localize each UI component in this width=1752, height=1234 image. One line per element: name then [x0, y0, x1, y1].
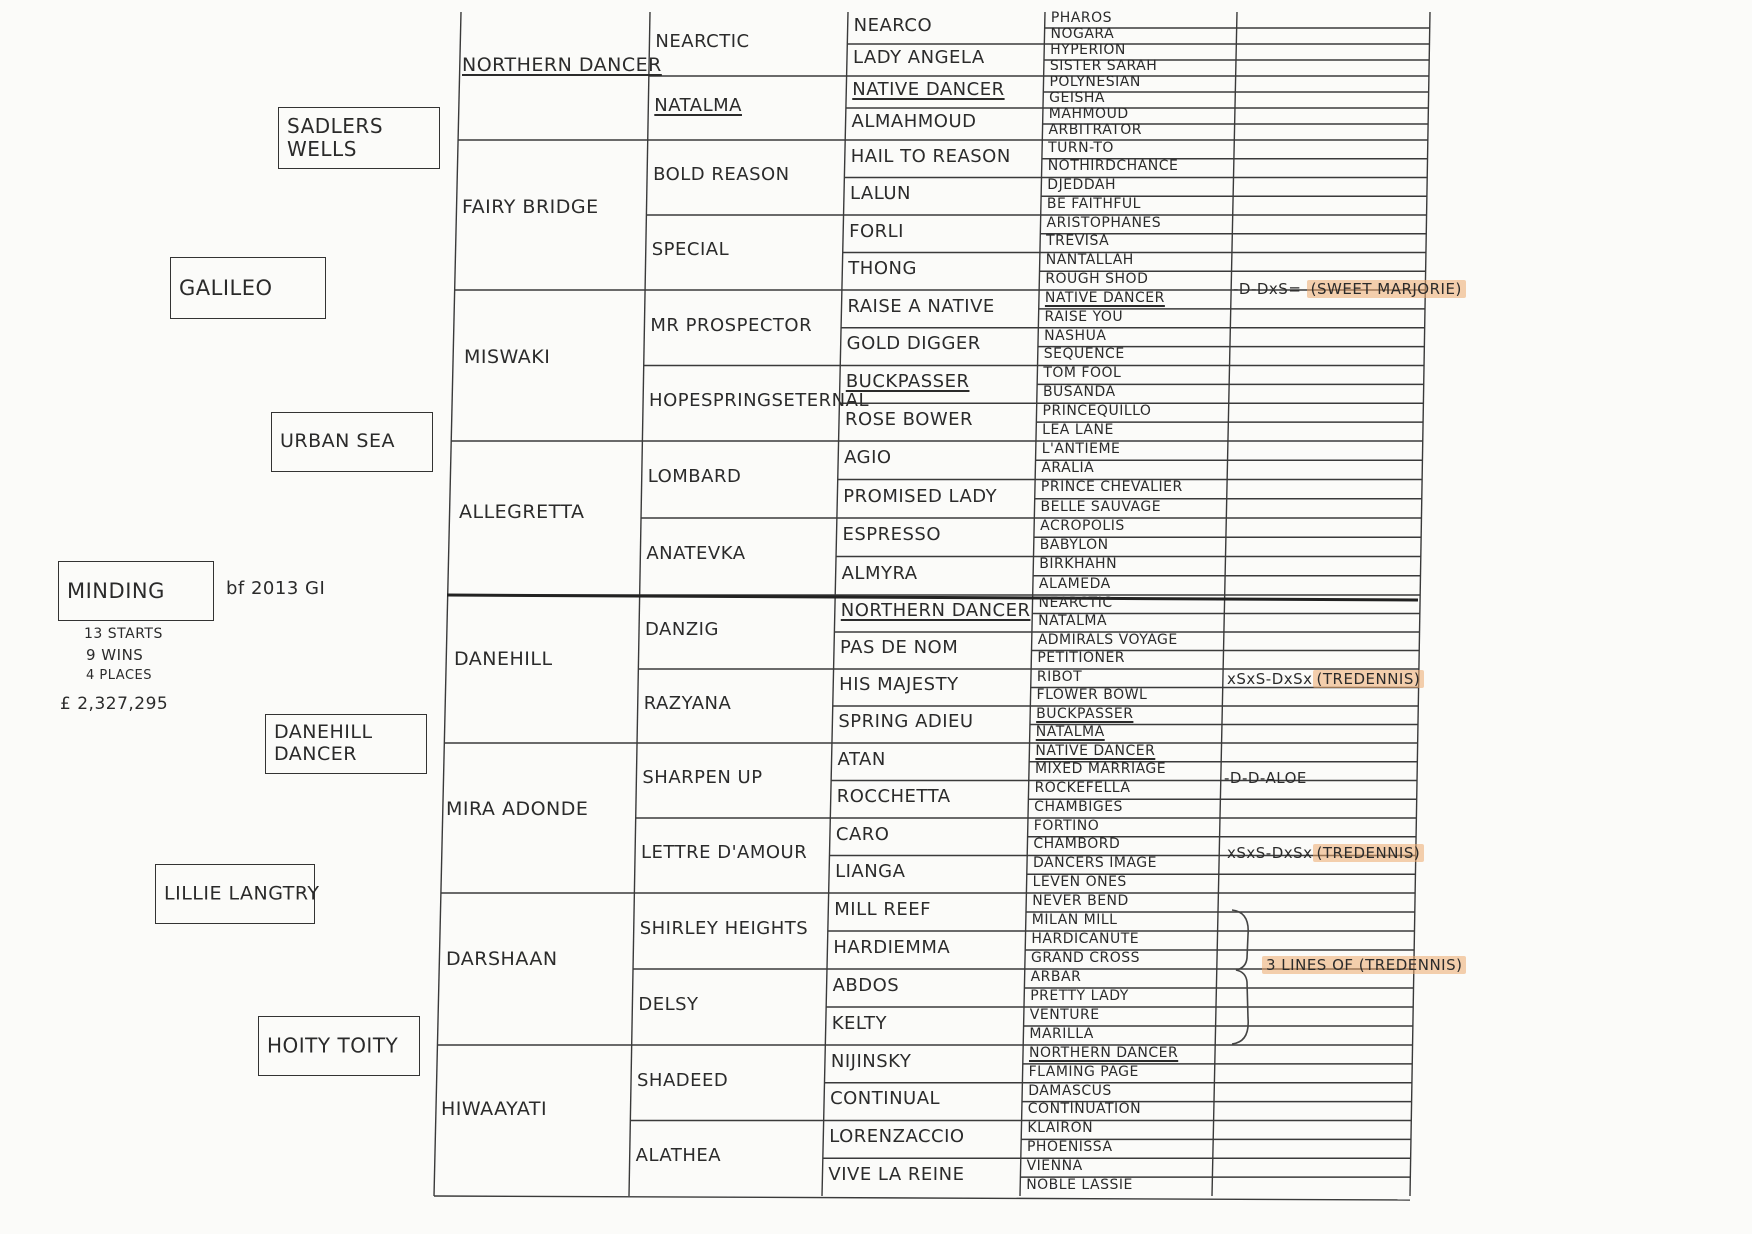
gen6-name: LEA LANE: [1042, 421, 1114, 438]
gen3-name: HIWAAYATI: [441, 1098, 548, 1120]
sire-name: GALILEO: [179, 275, 273, 300]
gen6-name: CHAMBIGES: [1034, 798, 1123, 815]
gen4-name: HOPESPRINGSETERNAL: [649, 390, 869, 412]
gen5-name: KELTY: [831, 1012, 887, 1034]
gen5-name: LADY ANGELA: [852, 46, 985, 68]
gen6-name: GRAND CROSS: [1030, 949, 1141, 966]
gen4-name: DELSY: [638, 993, 699, 1015]
gen6-name: ARBAR: [1030, 968, 1082, 985]
gen6-name: ACROPOLIS: [1040, 517, 1125, 534]
note-tredennis-1: [1227, 672, 1424, 687]
gen6-name: PRINCEQUILLO: [1042, 403, 1152, 419]
gen5-name: CONTINUAL: [830, 1088, 941, 1110]
gen6-name: MARILLA: [1029, 1025, 1094, 1042]
gen5-name: SPRING ADIEU: [838, 711, 974, 733]
gen6-name: TOM FOOL: [1043, 365, 1122, 382]
gen5-name: ABDOS: [832, 974, 900, 996]
dam-sire-name: DANEHILL DANCER: [274, 721, 373, 765]
gen5-name: ROSE BOWER: [844, 408, 974, 430]
gen6-name: FLOWER BOWL: [1036, 687, 1148, 704]
gen5-name: LORENZACCIO: [829, 1126, 965, 1148]
gen4-name: ALATHEA: [635, 1145, 722, 1167]
record-places: 4 PLACES: [86, 668, 152, 683]
dam-box: [155, 864, 320, 924]
gen6-name: PHOENISSA: [1026, 1139, 1113, 1156]
gen6-name: NATIVE DANCER: [1035, 742, 1156, 759]
gen4-name: LETTRE D'AMOUR: [641, 842, 808, 864]
gen6-name: VIENNA: [1026, 1158, 1083, 1174]
dam-dam-name: HOITY TOITY: [267, 1033, 399, 1058]
gen5-name: BUCKPASSER: [845, 371, 970, 393]
gen5-name: ALMAHMOUD: [851, 110, 977, 132]
record-earnings: £ 2,327,295: [60, 694, 169, 714]
gen6-name: HARDICANUTE: [1031, 930, 1140, 947]
note-prefix: xSxS-DxSx: [1227, 844, 1313, 862]
gen6-name: PRINCE CHEVALIER: [1040, 479, 1183, 496]
gen6-name: NOGARA: [1050, 26, 1115, 43]
gen6-name: MIXED MARRIAGE: [1034, 761, 1167, 778]
gen6-name: BE FAITHFUL: [1046, 195, 1141, 212]
gen4-name: BOLD REASON: [653, 164, 790, 186]
gen6-name: PRETTY LADY: [1030, 987, 1129, 1004]
note-sweet-marjorie: [1233, 282, 1466, 297]
note-highlight: (TREDENNIS): [1313, 670, 1425, 688]
gen6-name: PETITIONER: [1037, 650, 1126, 667]
gen6-name: FLAMING PAGE: [1028, 1063, 1139, 1080]
gen4-name: DANZIG: [645, 618, 719, 640]
gen6-name: BIRKHAHN: [1039, 556, 1118, 573]
gen6-name: NATIVE DANCER: [1044, 289, 1165, 306]
sire-dam-name: URBAN SEA: [280, 430, 395, 453]
note-prefix: xSxS-DxSx: [1227, 670, 1313, 688]
gen6-name: NORTHERN DANCER: [1028, 1044, 1179, 1061]
dam-sire-box: [265, 714, 427, 774]
gen3-name: DARSHAAN: [446, 948, 558, 970]
gen6-name: TURN-TO: [1048, 139, 1114, 156]
gen4-name: SHIRLEY HEIGHTS: [639, 917, 809, 939]
gen6-name: BELLE SAUVAGE: [1040, 498, 1162, 515]
gen6-name: L'ANTIEME: [1041, 440, 1121, 457]
gen6-name: NEVER BEND: [1032, 892, 1129, 909]
gen6-name: DJEDDAH: [1047, 177, 1116, 194]
gen4-name: MR PROSPECTOR: [650, 314, 813, 336]
note-tredennis-3: [1262, 958, 1466, 973]
gen5-name: HIS MAJESTY: [839, 674, 959, 696]
gen6-name: TREVISA: [1046, 233, 1110, 250]
record-wins: 9 WINS: [86, 646, 144, 664]
gen4-name: RAZYANA: [643, 692, 732, 714]
gen6-name: PHAROS: [1050, 10, 1113, 27]
gen6-name: RIBOT: [1036, 668, 1083, 685]
gen6-name: BUCKPASSER: [1036, 705, 1134, 722]
sire-sire-box: [278, 107, 440, 169]
note-tredennis-2: [1227, 846, 1424, 861]
gen4-name: LOMBARD: [647, 466, 742, 488]
gen5-name: ALMYRA: [841, 562, 918, 584]
gen6-name: ROUGH SHOD: [1045, 270, 1149, 287]
gen6-name: VENTURE: [1029, 1006, 1100, 1023]
horse-name-box: [58, 561, 214, 621]
gen6-name: LEVEN ONES: [1032, 873, 1127, 890]
record-starts: 13 STARTS: [84, 626, 163, 642]
gen6-name: NANTALLAH: [1045, 252, 1134, 269]
gen5-name: LALUN: [849, 183, 911, 205]
gen5-name: LIANGA: [835, 861, 906, 883]
note-highlight: (SWEET MARJORIE): [1307, 280, 1466, 298]
gen6-name: FORTINO: [1033, 817, 1100, 834]
gen3-name: MISWAKI: [464, 346, 551, 368]
dam-name: LILLIE LANGTRY: [164, 882, 320, 905]
gen6-name: NOBLE LASSIE: [1026, 1176, 1133, 1193]
gen5-name: NIJINSKY: [830, 1050, 912, 1072]
gen6-name: ARBITRATOR: [1048, 122, 1142, 139]
gen5-name: THONG: [848, 258, 917, 280]
gen5-name: PROMISED LADY: [843, 485, 998, 507]
gen5-name: NATIVE DANCER: [852, 78, 1005, 100]
gen6-name: RAISE YOU: [1044, 308, 1124, 325]
gen3-name: DANEHILL: [454, 648, 553, 670]
gen5-name: ROCCHETTA: [836, 786, 951, 808]
gen5-name: MILL REEF: [834, 898, 931, 920]
gen6-name: KLAIRON: [1027, 1120, 1094, 1137]
gen6-name: ADMIRALS VOYAGE: [1037, 631, 1178, 648]
gen6-name: GEISHA: [1049, 90, 1105, 107]
gen5-name: FORLI: [849, 220, 904, 242]
sire-sire-name: SADLERS WELLS: [287, 114, 384, 161]
gen6-name: NATALMA: [1035, 724, 1105, 741]
gen5-name: HAIL TO REASON: [850, 145, 1011, 167]
gen5-name: CARO: [835, 823, 890, 845]
gen5-name: HARDIEMMA: [833, 936, 951, 958]
gen5-name: NORTHERN DANCER: [840, 600, 1031, 622]
gen6-name: CHAMBORD: [1033, 836, 1121, 853]
gen4-name: NATALMA: [654, 94, 742, 116]
gen6-name: MILAN MILL: [1031, 911, 1118, 928]
sire-box: [170, 257, 326, 319]
gen6-name: SEQUENCE: [1043, 346, 1125, 363]
note-prefix: -D-DxS=: [1233, 280, 1307, 298]
gen6-name: ARALIA: [1041, 460, 1095, 477]
gen5-name: ESPRESSO: [842, 524, 942, 546]
gen4-name: SPECIAL: [651, 239, 730, 261]
dam-dam-box: [258, 1016, 420, 1076]
gen5-name: AGIO: [844, 447, 892, 469]
gen4-name: SHADEED: [637, 1069, 729, 1091]
gen6-name: BABYLON: [1039, 537, 1109, 554]
gen5-name: PAS DE NOM: [839, 637, 959, 659]
gen6-name: NATALMA: [1038, 613, 1108, 630]
gen6-name: DAMASCUS: [1028, 1082, 1112, 1099]
gen6-name: DANCERS IMAGE: [1032, 855, 1157, 872]
gen6-name: SISTER SARAH: [1049, 58, 1158, 75]
gen6-name: BUSANDA: [1042, 384, 1116, 401]
gen5-name: VIVE LA REINE: [828, 1163, 965, 1185]
gen5-name: GOLD DIGGER: [846, 333, 981, 355]
gen5-name: RAISE A NATIVE: [847, 295, 995, 317]
gen6-name: MAHMOUD: [1048, 106, 1129, 123]
gen4-name: NEARCTIC: [655, 30, 750, 52]
horse-info: bf 2013 GI: [226, 578, 326, 599]
gen3-name: MIRA ADONDE: [446, 798, 589, 820]
note-aloe: -D-D-ALOE: [1224, 769, 1307, 787]
gen5-name: NEARCO: [853, 14, 933, 36]
gen4-name: SHARPEN UP: [642, 767, 763, 789]
gen3-name: ALLEGRETTA: [459, 501, 585, 523]
horse-name: MINDING: [67, 578, 165, 603]
gen6-name: POLYNESIAN: [1049, 74, 1141, 91]
note-highlight: 3 LINES OF (TREDENNIS): [1262, 956, 1466, 974]
gen6-name: ARISTOPHANES: [1046, 214, 1162, 231]
gen6-name: NASHUA: [1044, 327, 1107, 344]
gen6-name: CONTINUATION: [1027, 1101, 1142, 1118]
gen6-name: ROCKEFELLA: [1034, 780, 1131, 797]
gen6-name: HYPERION: [1050, 42, 1126, 59]
gen3-name: NORTHERN DANCER: [462, 54, 662, 76]
brace-mark: [1232, 910, 1248, 1044]
note-highlight: (TREDENNIS): [1313, 844, 1425, 862]
sire-dam-box: [271, 412, 433, 472]
gen4-name: ANATEVKA: [646, 543, 746, 565]
gen6-name: ALAMEDA: [1038, 575, 1111, 592]
gen6-name: NOTHIRDCHANCE: [1047, 158, 1179, 175]
gen6-name: NEARCTIC: [1038, 594, 1113, 611]
gen3-name: FAIRY BRIDGE: [462, 196, 599, 218]
gen5-name: ATAN: [837, 748, 886, 770]
